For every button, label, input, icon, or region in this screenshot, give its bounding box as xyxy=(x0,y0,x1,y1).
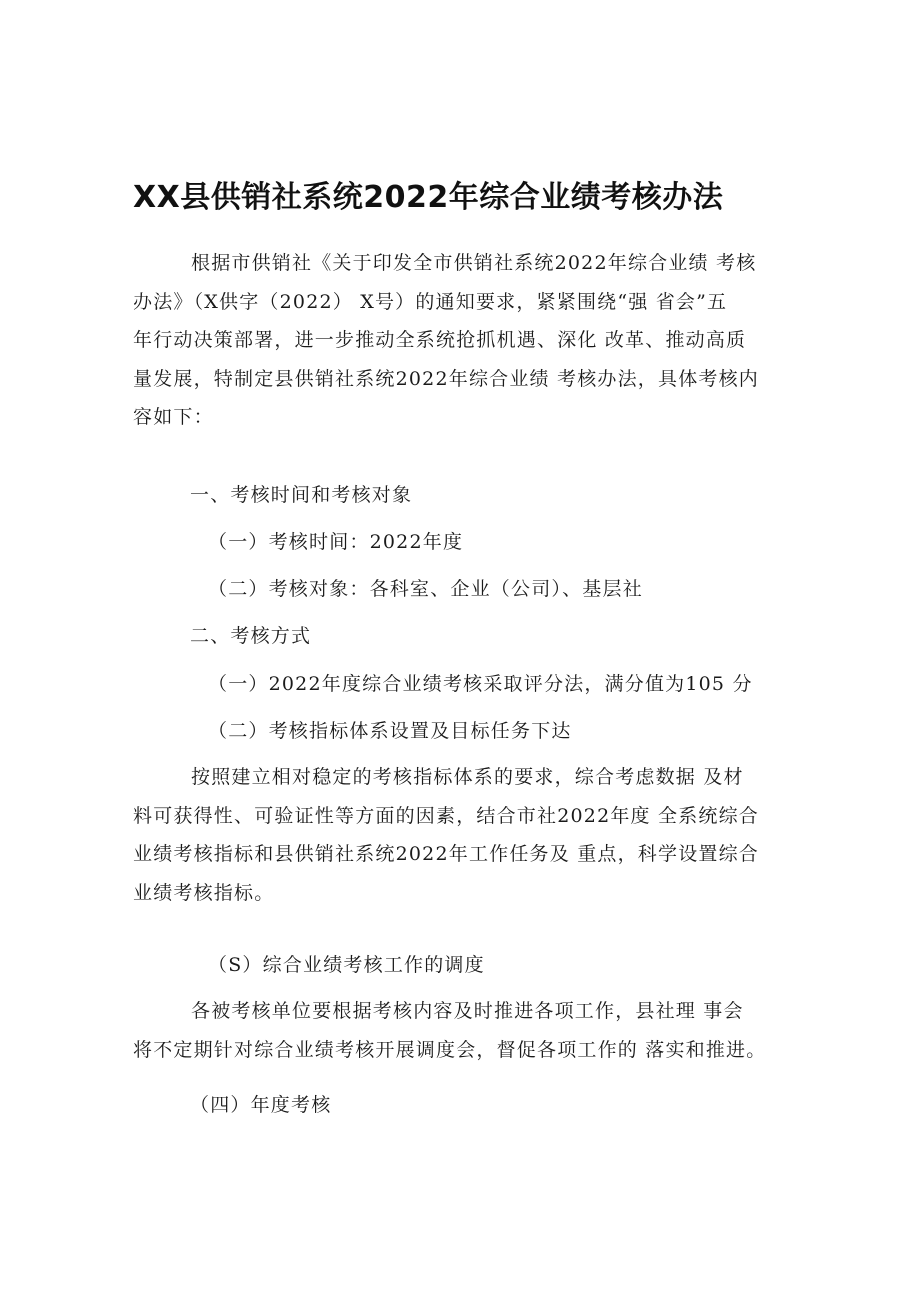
intro-line: 办法》（X供字（2022） X号）的通知要求，紧紧围绕“强 省会”五 xyxy=(133,290,728,313)
body-line: 业绩考核指标。 xyxy=(133,881,275,904)
section-heading-2: 二、考核方式 xyxy=(190,625,312,647)
section2-body-paragraph xyxy=(133,758,793,912)
section2-item3-paragraph xyxy=(133,992,793,1069)
body-line: 各被考核单位要根据考核内容及时推进各项工作，县社理 事会 xyxy=(191,1000,744,1022)
body-line: 按照建立相对稳定的考核指标体系的要求，综合考虑数据 及材 xyxy=(191,766,744,788)
section-heading-1: 一、考核时间和考核对象 xyxy=(190,484,413,506)
intro-paragraph xyxy=(133,244,793,437)
section2-item-1: （一）2022年度综合业绩考核采取评分法，满分值为105 分 xyxy=(208,673,753,695)
document-title: XX县供销社系统2022年综合业绩考核办法 xyxy=(133,180,724,215)
body-line: 将不定期针对综合业绩考核开展调度会，督促各项工作的 落实和推进。 xyxy=(133,1038,767,1061)
body-line: 业绩考核指标和县供销社系统2022年工作任务及 重点，科学设置综合 xyxy=(133,843,759,865)
intro-line: 根据市供销社《关于印发全市供销社系统2022年综合业绩 考核 xyxy=(191,252,757,274)
section1-item-1: （一）考核时间：2022年度 xyxy=(208,531,464,553)
body-line: 料可获得性、可验证性等方面的因素，结合市社2022年度 全系统综合 xyxy=(133,804,759,827)
section2-item-2: （二）考核指标体系设置及目标任务下达 xyxy=(208,720,572,742)
intro-line: 容如下： xyxy=(133,406,214,428)
section2-item-3: （S）综合业绩考核工作的调度 xyxy=(208,954,485,976)
section2-item-4: （四）年度考核 xyxy=(190,1094,332,1116)
intro-line: 量发展，特制定县供销社系统2022年综合业绩 考核办法，具体考核内 xyxy=(133,367,759,390)
section1-item-2: （二）考核对象：各科室、企业（公司）、基层社 xyxy=(208,578,643,600)
intro-line: 年行动决策部署，进一步推动全系统抢抓机遇、深化 改革、推动高质 xyxy=(133,329,747,351)
